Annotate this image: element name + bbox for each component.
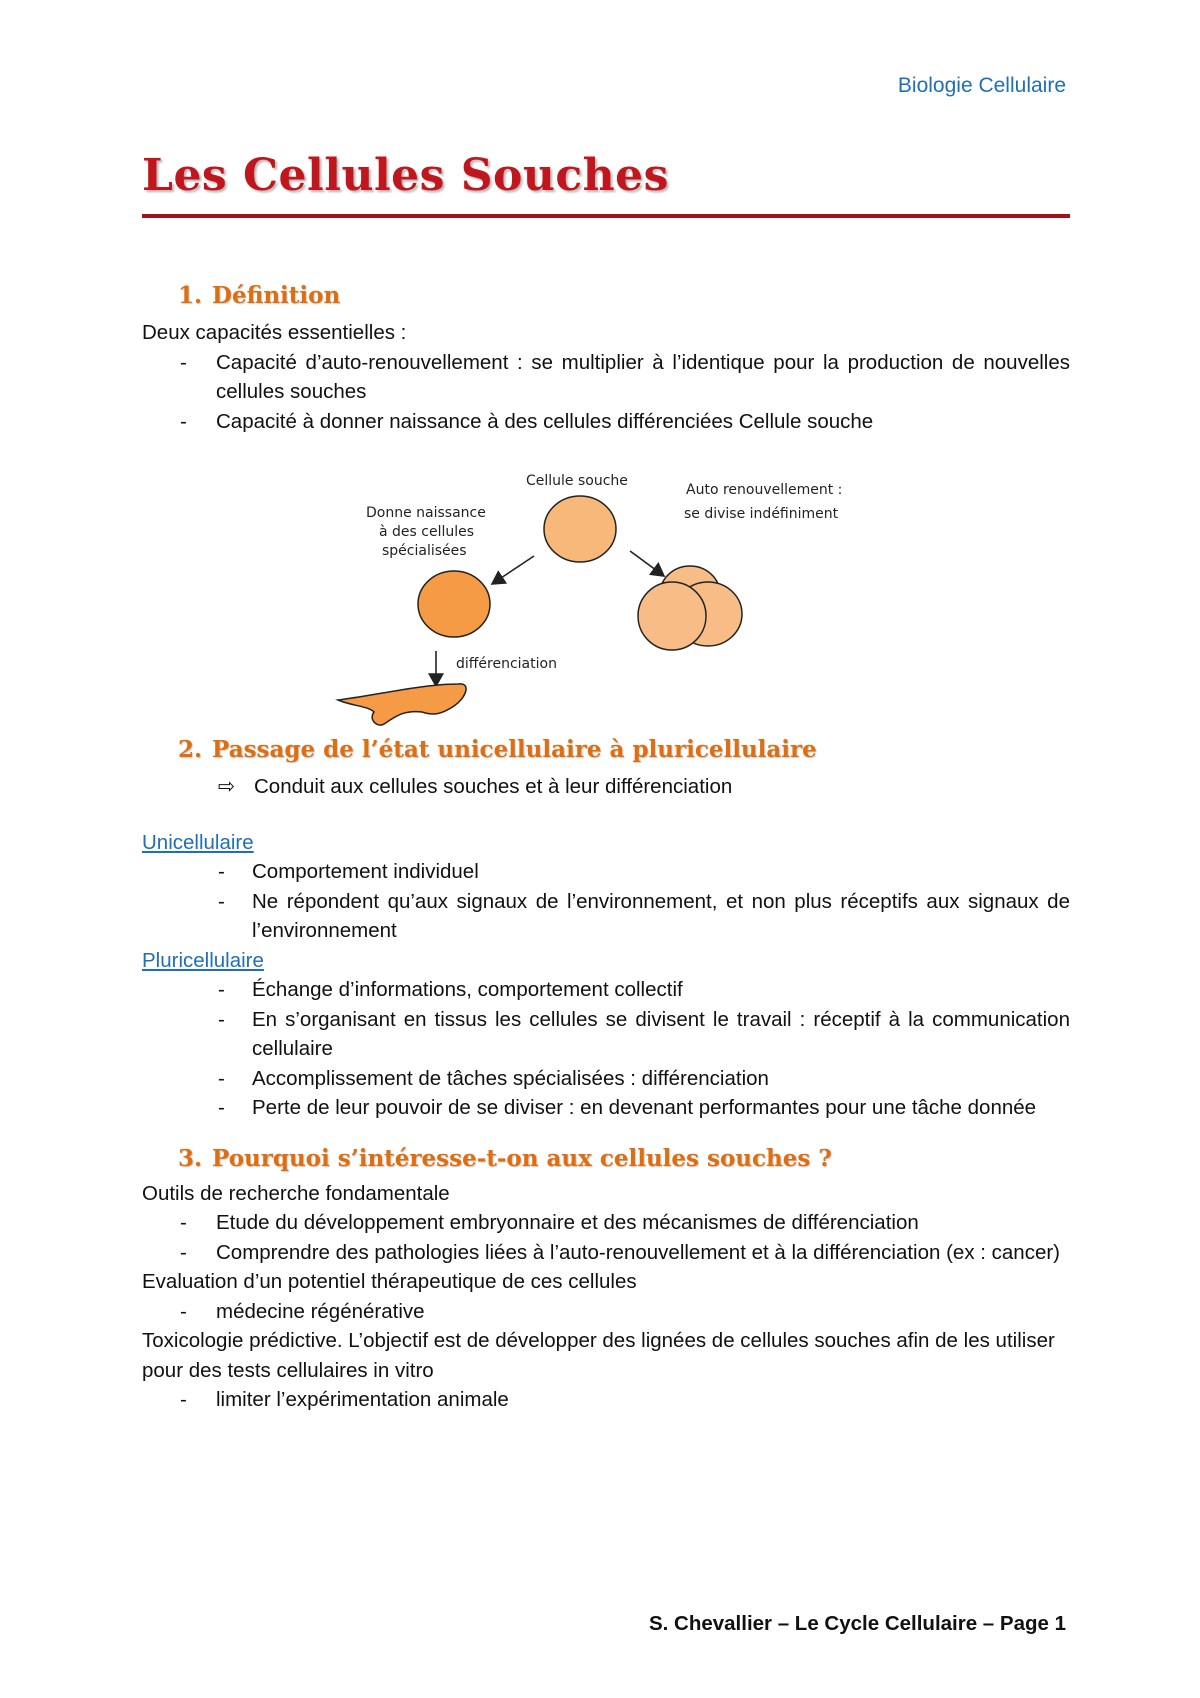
therapeutic-list (142, 1297, 1070, 1327)
unicellular-list (142, 857, 1070, 946)
list-item-text: Comprendre des pathologies liées à l’auto-renouvellement et à la différenciation (ex : cancer) (216, 1240, 1061, 1264)
gives-birth-label-2: à des cellules (379, 524, 475, 540)
list-item (142, 1093, 1070, 1123)
pluricellular-subheading: Pluricellulaire (142, 948, 264, 972)
pluricellular-list (142, 975, 1070, 1123)
section-2-conclusion (142, 772, 1070, 802)
section-title: Pourquoi s’intéresse-t-on aux cellules souches ? (212, 1144, 832, 1172)
toxicology-list (142, 1385, 1070, 1415)
list-item (142, 1297, 1070, 1327)
stem-cell-diagram-svg (142, 436, 1070, 726)
title-divider (142, 214, 1070, 218)
unicellular-subheading: Unicellulaire (142, 830, 254, 854)
dash-bullet: - (218, 978, 225, 1001)
list-item (142, 1238, 1070, 1268)
research-tools-list (142, 1208, 1070, 1267)
gives-birth-label-3: spécialisées (382, 543, 467, 559)
conclusion-text: Conduit aux cellules souches et à leur différenciation (254, 775, 733, 798)
dash-bullet: - (218, 1096, 225, 1119)
dash-bullet: - (180, 1299, 187, 1323)
list-item-text: médecine régénérative (216, 1299, 425, 1323)
section-number: 2. (178, 736, 203, 763)
list-item-text: Ne répondent qu’aux signaux de l’environnement, et non plus réceptifs aux signaux de l’environnement (252, 889, 1070, 942)
arrow-to-renewal (630, 551, 664, 576)
gives-birth-label-1: Donne naissance (366, 505, 486, 521)
self-renewal-label-2: se divise indéfiniment (684, 506, 839, 522)
list-item-text: Échange d’informations, comportement collectif (252, 978, 683, 1001)
document-body (142, 280, 1070, 1415)
list-item (142, 975, 1070, 1005)
section-number: 1. (178, 282, 203, 309)
stem-cell-diagram (142, 436, 1070, 726)
dash-bullet: - (218, 1007, 225, 1031)
list-item-text: Comportement individuel (252, 860, 479, 883)
differentiated-cell-shape (338, 684, 466, 725)
toxicology-paragraph: Toxicologie prédictive. L’objectif est de développer des lignées de cellules souches afin de les utiliser pour des tests cellulaires in vitro (142, 1329, 1055, 1382)
therapeutic-paragraph: Evaluation d’un potentiel thérapeutique de ces cellules (142, 1270, 637, 1293)
section-2-heading (178, 734, 1070, 766)
section-1-heading (178, 280, 1070, 312)
section-title: Définition (212, 282, 341, 309)
page-footer: S. Chevallier – Le Cycle Cellulaire – Page 1 (648, 1612, 1066, 1635)
list-item (142, 348, 1070, 407)
section-number: 3. (178, 1144, 203, 1172)
dash-bullet: - (180, 1388, 187, 1411)
list-item-text: En s’organisant en tissus les cellules se divisent le travail : réceptif à la communication cellulaire (252, 1007, 1070, 1060)
specialized-cell-shape (418, 571, 490, 637)
list-item (142, 857, 1070, 887)
list-item-text: Perte de leur pouvoir de se diviser : en devenant performantes pour une tâche donnée (252, 1096, 1037, 1119)
list-item (142, 887, 1070, 946)
list-item (142, 1064, 1070, 1094)
list-item (142, 1005, 1070, 1064)
arrow-to-specialized (492, 556, 534, 584)
page-title: Les Cellules Souches (142, 150, 669, 201)
stem-cell-shape (544, 496, 616, 562)
dash-bullet: - (180, 409, 187, 433)
header-subject: Biologie Cellulaire (897, 74, 1066, 97)
dash-bullet: - (218, 889, 225, 913)
section-title: Passage de l’état unicellulaire à pluricellulaire (212, 736, 817, 763)
list-item-text: Etude du développement embryonnaire et des mécanismes de différenciation (216, 1211, 919, 1234)
self-renewal-label-1: Auto renouvellement : (686, 482, 843, 498)
list-item-text: Accomplissement de tâches spécialisées : différenciation (252, 1066, 769, 1090)
research-tools-paragraph: Outils de recherche fondamentale (142, 1181, 450, 1205)
section-1-intro: Deux capacités essentielles : (142, 321, 407, 344)
list-item (142, 1385, 1070, 1415)
section-3-heading (178, 1143, 1070, 1175)
right-arrow-icon: ⇨ (218, 775, 236, 798)
differentiation-label: différenciation (456, 656, 557, 672)
list-item-text: Capacité d’auto-renouvellement : se multiplier à l’identique pour la production de nouvelles cellules souches (216, 350, 1070, 403)
dash-bullet: - (180, 1211, 187, 1234)
renewed-cell-front (638, 582, 706, 650)
section-1-list (142, 348, 1070, 437)
list-item (142, 407, 1070, 437)
list-item-text: Capacité à donner naissance à des cellules différenciées Cellule souche (216, 409, 874, 433)
dash-bullet: - (180, 350, 187, 374)
list-item-text: limiter l’expérimentation animale (216, 1388, 509, 1411)
list-item (142, 1208, 1070, 1238)
dash-bullet: - (218, 1066, 225, 1090)
stem-cell-label: Cellule souche (526, 473, 628, 489)
dash-bullet: - (218, 860, 225, 883)
dash-bullet: - (180, 1240, 187, 1264)
